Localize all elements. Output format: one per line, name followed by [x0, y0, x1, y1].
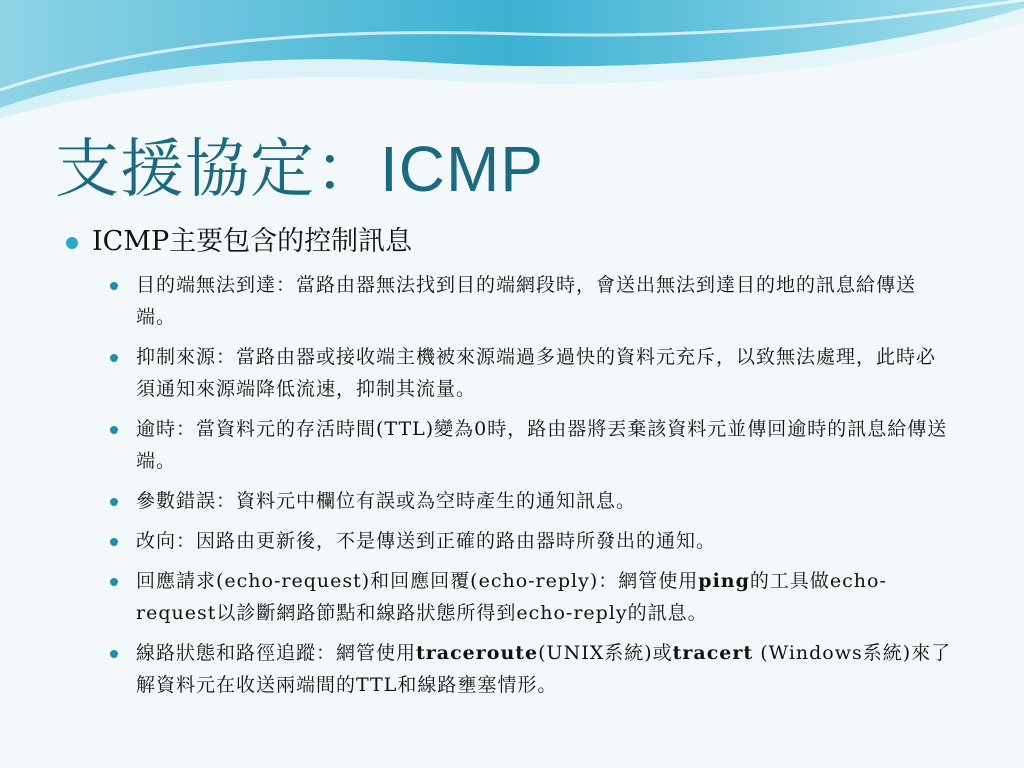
list-item [110, 341, 955, 405]
main-bullet-text: ICMP主要包含的控制訊息 [92, 226, 413, 257]
list-item-text: 參數錯誤：資料元中欄位有誤或為空時產生的通知訊息。 [136, 490, 637, 512]
text-segment: 線路狀態和路徑追蹤：網管使用 [136, 642, 417, 664]
list-item-text: 目的端無法到達：當路由器無法找到目的端網段時，會送出無法到達目的地的訊息給傳送端。 [136, 274, 917, 328]
bullet-icon [110, 538, 118, 546]
sub-bullet-list [110, 269, 955, 701]
list-item [110, 269, 955, 333]
list-item [110, 485, 955, 517]
list-item-text: 抑制來源：當路由器或接收端主機被來源端過多過快的資料元充斥，以致無法處理，此時必須通知來源端降低流速，抑制其流量。 [136, 346, 937, 400]
list-item [110, 637, 955, 701]
page-title: 支援協定：ICMP [55, 133, 544, 205]
text-segment: 回應請求(echo-request)和回應回覆(echo-reply)：網管使用 [136, 570, 699, 592]
list-item-text: 改向：因路由更新後，不是傳送到正確的路由器時所發出的通知。 [136, 530, 717, 552]
traceroute-tool-name: traceroute [416, 642, 539, 664]
bullet-icon [110, 354, 118, 362]
header-wave-decoration [0, 0, 1024, 130]
slide-content [64, 225, 964, 709]
bullet-icon [110, 282, 118, 290]
bullet-icon [110, 578, 118, 586]
bullet-icon [110, 650, 118, 658]
text-segment: (Windows系統)來了解資料元在收送兩端間的TTL和線路壅塞情形。 [136, 642, 952, 696]
ping-tool-name: ping [698, 570, 750, 592]
list-item [110, 525, 955, 557]
text-segment: (UNIX系統)或 [538, 642, 673, 664]
tracert-tool-name: tracert [672, 642, 754, 664]
list-item [110, 565, 955, 629]
text-segment: 的工具做echo-request以診斷網路節點和線路狀態所得到echo-reply的訊息。 [136, 570, 887, 624]
list-item-text: 逾時：當資料元的存活時間(TTL)變為0時，路由器將丟棄該資料元並傳回逾時的訊息給傳送端。 [136, 418, 948, 472]
list-item [110, 413, 955, 477]
bullet-icon [110, 426, 118, 434]
list-item-text [136, 570, 887, 624]
list-item-text [136, 642, 951, 696]
bullet-icon [66, 237, 78, 249]
main-bullet [64, 225, 964, 259]
bullet-icon [110, 498, 118, 506]
